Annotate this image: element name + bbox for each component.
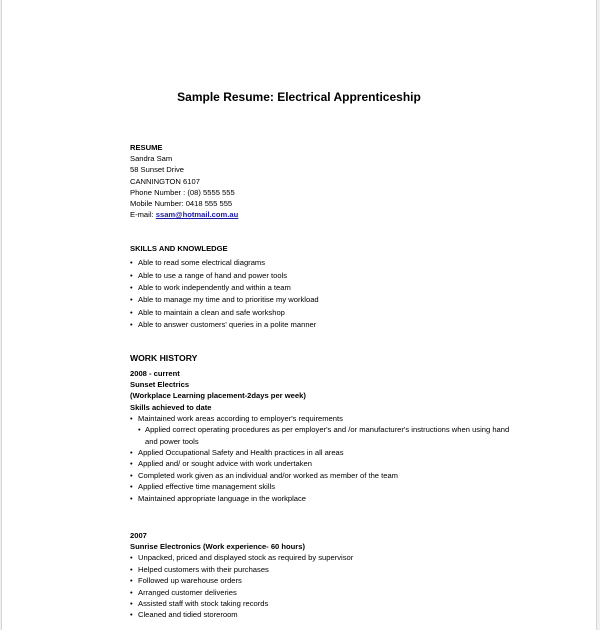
resume-heading: RESUME xyxy=(130,143,163,152)
list-item: • Applied Occupational Safety and Health practices in all areas xyxy=(130,448,344,458)
bullet-icon: • xyxy=(130,448,133,458)
bullet-icon: • xyxy=(138,425,141,435)
job1-company: Sunset Electrics xyxy=(130,380,190,390)
list-item: • Able to read some electrical diagrams xyxy=(130,257,319,269)
list-item: • Maintained work areas according to employer's requirements xyxy=(130,413,343,423)
list-item: • Helped customers with their purchases xyxy=(130,564,269,574)
bullet-icon: • xyxy=(130,295,133,305)
document-page xyxy=(1,0,597,630)
contact-mobile: Mobile Number: 0418 555 555 xyxy=(130,199,233,209)
job1-skills-label: Skills achieved to date xyxy=(130,402,212,412)
list-item: • Applied effective time management skills xyxy=(130,482,276,492)
bullet-icon: • xyxy=(130,482,133,492)
bullet-icon: • xyxy=(130,493,133,503)
job2-section xyxy=(130,530,353,621)
resume-section xyxy=(130,142,238,220)
job1-duties-list xyxy=(130,413,510,504)
work-history-section xyxy=(130,352,510,504)
bullet-icon: • xyxy=(130,320,133,330)
list-item: • Arranged customer deliveries xyxy=(130,587,237,597)
job1-period: 2008 - current xyxy=(130,369,180,378)
bullet-icon: • xyxy=(130,413,133,423)
skills-section xyxy=(130,243,319,332)
bullet-icon: • xyxy=(130,270,133,280)
bullet-icon: • xyxy=(130,307,133,317)
list-item: • Able to answer customers' queries in a polite manner xyxy=(130,319,319,331)
list-item: • Able to manage my time and to prioritise my workload xyxy=(130,294,319,306)
list-item: • Cleaned and tidied storeroom xyxy=(130,610,238,620)
list-item: • Completed work given as an individual and/or worked as member of the team xyxy=(130,470,399,480)
list-item: • Unpacked, priced and displayed stock as required by supervisor xyxy=(130,553,354,563)
bullet-icon: • xyxy=(130,258,133,268)
bullet-icon: • xyxy=(130,599,133,609)
bullet-icon: • xyxy=(130,610,133,620)
document-title: Sample Resume: Electrical Apprenticeship xyxy=(177,90,421,104)
bullet-icon: • xyxy=(130,564,133,574)
contact-name: Sandra Sam xyxy=(130,154,173,164)
job2-period: 2007 xyxy=(130,531,147,540)
contact-email-line xyxy=(130,209,238,220)
bullet-icon: • xyxy=(130,283,133,293)
list-item: • Assisted staff with stock taking records xyxy=(130,599,269,609)
email-link[interactable]: ssam@hotmail.com.au xyxy=(155,210,239,220)
contact-phone: Phone Number : (08) 5555 555 xyxy=(130,187,235,197)
list-item: • Able to use a range of hand and power tools xyxy=(130,270,319,282)
list-item: • Applied and/ or sought advice with work undertaken xyxy=(130,459,312,469)
skills-list xyxy=(130,257,319,331)
list-item: • Applied correct operating procedures as per employer's and /or manufacturer's instructions when using hand and power tools xyxy=(138,425,510,446)
list-item: • Able to maintain a clean and safe workshop xyxy=(130,307,319,319)
contact-street: 58 Sunset Drive xyxy=(130,165,185,175)
bullet-icon: • xyxy=(130,470,133,480)
bullet-icon: • xyxy=(130,553,133,563)
work-history-heading: WORK HISTORY xyxy=(130,353,198,363)
skills-heading: SKILLS AND KNOWLEDGE xyxy=(130,244,228,253)
job2-company: Sunrise Electronics (Work experience- 60 hours) xyxy=(130,542,305,552)
job2-duties-list xyxy=(130,552,353,620)
list-item: • Followed up warehouse orders xyxy=(130,576,242,586)
bullet-icon: • xyxy=(130,587,133,597)
list-item: • Able to work independently and within a team xyxy=(130,282,319,294)
bullet-icon: • xyxy=(130,459,133,469)
list-item: • Maintained appropriate language in the workplace xyxy=(130,493,307,503)
job1-type: (Workplace Learning placement-2days per week) xyxy=(130,391,306,401)
contact-city: CANNINGTON 6107 xyxy=(130,176,200,186)
bullet-icon: • xyxy=(130,576,133,586)
email-label: E-mail: xyxy=(130,210,156,220)
